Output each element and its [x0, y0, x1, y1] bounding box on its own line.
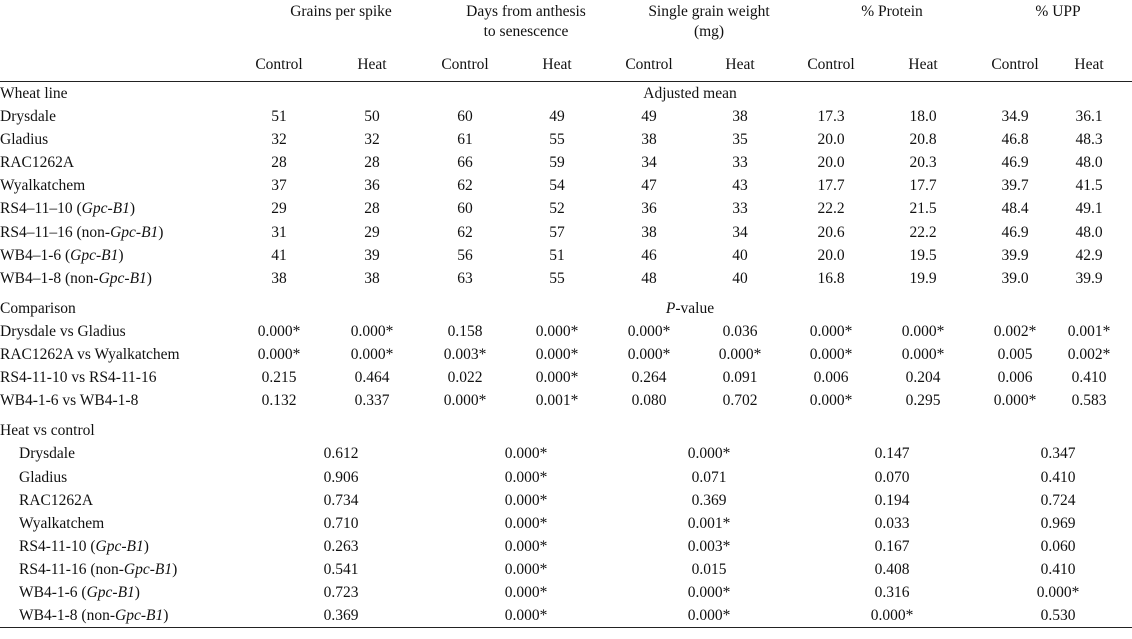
table-cell: 0.369	[691, 491, 727, 509]
table-cell: 0.000*	[350, 346, 394, 364]
table-cell: 39.9	[1075, 269, 1103, 287]
table-row	[0, 604, 1132, 628]
table-cell: 0.000*	[535, 369, 579, 387]
table-cell: 28	[364, 154, 380, 172]
row-label	[0, 604, 248, 628]
table-cell: 0.001*	[1067, 322, 1111, 340]
row-label-text: WB4–1-8 (non-	[0, 269, 99, 287]
table-cell: 0.003*	[687, 537, 731, 555]
row-label-text: Drysdale	[19, 445, 75, 463]
column-sub-header: Control	[800, 48, 862, 82]
gene-name: Gpc-B1	[70, 246, 119, 264]
table-cell: 0.734	[323, 491, 359, 509]
table-row	[0, 389, 1132, 412]
table-cell: 0.000*	[687, 445, 731, 463]
gene-name: Gpc-B1	[123, 560, 173, 578]
table-cell: 51	[271, 108, 287, 126]
row-label	[0, 128, 248, 151]
column-group-header-line: (mg)	[693, 23, 725, 40]
p-symbol: P	[665, 299, 676, 317]
table-cell: 0.410	[1040, 560, 1076, 578]
row-label-end: )	[134, 583, 140, 601]
table-cell: 62	[457, 223, 473, 241]
column-group-header	[434, 2, 618, 48]
table-cell: 0.002*	[993, 322, 1037, 340]
table-cell: 0.000*	[627, 322, 671, 340]
table-row	[0, 128, 1132, 151]
table-cell: 0.001*	[535, 392, 579, 410]
table-cell: 50	[364, 108, 380, 126]
column-sub-header: Heat	[862, 48, 984, 82]
table-cell: 29	[271, 200, 287, 218]
column-group-header-line: Single grain weight	[648, 3, 770, 20]
table-cell: 36.1	[1075, 108, 1103, 126]
table-cell: 0.000*	[504, 514, 548, 532]
row-label-end: )	[129, 200, 136, 218]
table-cell: 40	[732, 269, 748, 287]
table-cell: 18.0	[909, 108, 937, 126]
table-cell: 42.9	[1075, 246, 1103, 264]
table-cell: 0.000*	[800, 604, 984, 628]
row-label-text: RAC1262A	[0, 154, 75, 172]
table-cell: 49.1	[1075, 200, 1103, 218]
table-cell: 0.000*	[1036, 583, 1080, 601]
table-cell: 19.9	[909, 269, 937, 287]
row-label-text: WB4-1-8 (non-	[19, 607, 115, 625]
row-label-text: Gladius	[19, 468, 68, 486]
column-group-header	[984, 2, 1132, 48]
table-cell: 33	[732, 154, 748, 172]
section-center-label	[248, 297, 1132, 320]
table-cell: 16.8	[817, 269, 845, 287]
table-cell: 0.000*	[535, 322, 579, 340]
table-row	[0, 581, 1132, 604]
table-row	[0, 174, 1132, 197]
table-cell: 39.9	[1001, 246, 1029, 264]
table-cell: 34.9	[1001, 108, 1029, 126]
table-row	[0, 221, 1132, 244]
row-label	[0, 489, 248, 512]
table-cell: 0.000*	[350, 322, 394, 340]
row-label	[0, 581, 248, 604]
table-cell: 0.003*	[443, 346, 487, 364]
table-cell: 0.000*	[618, 604, 800, 628]
table-cell: 21.5	[909, 200, 937, 218]
table-cell: 0.000*	[257, 322, 301, 340]
table-cell: 0.080	[631, 392, 667, 410]
table-cell: 0.000*	[535, 346, 579, 364]
table-cell: 20.0	[817, 246, 845, 264]
table-cell: 20.6	[817, 223, 845, 241]
table-cell: 49	[641, 108, 657, 126]
table-cell: 29	[364, 223, 380, 241]
section-label: Wheat line	[0, 85, 68, 102]
row-label-text: Wyalkatchem	[19, 514, 105, 532]
table-row	[0, 320, 1132, 343]
table-row	[0, 267, 1132, 290]
table-row	[0, 466, 1132, 489]
row-label	[0, 512, 248, 535]
table-cell: 47	[641, 177, 657, 195]
column-group-header	[248, 2, 434, 48]
table-cell: 57	[549, 223, 565, 241]
table-cell: 0.132	[261, 392, 297, 410]
table-cell: 55	[549, 269, 565, 287]
table-row	[0, 105, 1132, 128]
column-sub-header: Control	[984, 48, 1046, 82]
row-label	[0, 535, 248, 558]
gene-name: Gpc-B1	[86, 583, 135, 601]
table-cell: 20.0	[817, 131, 845, 149]
table-cell: 0.369	[248, 604, 434, 628]
column-group-header-line: Days from anthesis	[466, 3, 586, 20]
table-cell: 34	[641, 154, 657, 172]
column-sub-header: Control	[618, 48, 680, 82]
table-cell: 39.7	[1001, 177, 1029, 195]
table-cell: 38	[641, 131, 657, 149]
table-cell: 0.000*	[504, 445, 548, 463]
row-label-text: Gladius	[0, 131, 49, 149]
table-cell: 36	[364, 177, 380, 195]
gene-name: Gpc-B1	[95, 537, 144, 555]
table-cell: 0.194	[874, 491, 910, 509]
table-cell: 0.969	[1040, 514, 1076, 532]
row-label: Drysdale vs Gladius	[0, 322, 126, 340]
table-cell: 48.0	[1075, 154, 1103, 172]
table-cell: 48.3	[1075, 131, 1103, 149]
table-cell: 38	[364, 269, 380, 287]
table-cell: 0.000*	[443, 392, 487, 410]
row-label	[0, 105, 248, 128]
row-label	[0, 466, 248, 489]
table-cell: 31	[271, 223, 287, 241]
table-cell: 56	[457, 246, 473, 264]
table-cell: 63	[457, 269, 473, 287]
column-group-header	[800, 2, 984, 48]
table-cell: 46.9	[1001, 154, 1029, 172]
column-sub-header: Heat	[680, 48, 800, 82]
spacer-row	[0, 412, 1132, 419]
table-cell: 19.5	[909, 246, 937, 264]
table-cell: 51	[549, 246, 565, 264]
row-label	[0, 558, 248, 581]
table-cell: 0.410	[1071, 369, 1107, 387]
table-cell: 60	[457, 200, 473, 218]
table-cell: 34	[732, 223, 748, 241]
table-cell: 62	[457, 177, 473, 195]
table-cell: 32	[364, 131, 380, 149]
row-label-text: RS4-11-10 (	[19, 537, 96, 555]
table-cell: 0.316	[874, 583, 910, 601]
table-cell: 0.158	[447, 322, 483, 340]
row-label-text: WB4-1-6 (	[19, 583, 87, 601]
table-cell: 0.530	[984, 604, 1132, 628]
row-label-text: RS4–11–10 (	[0, 200, 82, 218]
table-cell: 33	[732, 200, 748, 218]
p-value-text: -value	[675, 299, 715, 317]
table-cell: 0.000*	[504, 560, 548, 578]
row-label	[0, 267, 248, 290]
table-row	[0, 343, 1132, 366]
table-cell: 0.702	[722, 392, 758, 410]
table-cell: 0.408	[874, 560, 910, 578]
table-cell: 28	[271, 154, 287, 172]
table-cell: 0.006	[813, 369, 849, 387]
table-cell: 0.583	[1071, 392, 1107, 410]
table-cell: 41.5	[1075, 177, 1103, 195]
row-label-text: RAC1262A	[19, 491, 94, 509]
section-label-row	[0, 297, 1132, 320]
section-label: Heat vs control	[0, 422, 95, 440]
table-row	[0, 558, 1132, 581]
table-cell: 0.071	[691, 468, 727, 486]
table-cell: 0.464	[354, 369, 390, 387]
table-cell: 46.8	[1001, 131, 1029, 149]
table-cell: 0.091	[722, 369, 758, 387]
table-cell: 0.000*	[687, 583, 731, 601]
row-label-text: Drysdale	[0, 108, 56, 126]
table-cell: 0.070	[874, 468, 910, 486]
table-cell: 0.347	[1040, 445, 1076, 463]
table-cell: 0.000*	[901, 322, 945, 340]
table-cell: 0.000*	[504, 491, 548, 509]
column-sub-header: Control	[248, 48, 310, 82]
table-cell: 0.906	[323, 468, 359, 486]
table-cell: 0.000*	[718, 346, 762, 364]
table-cell: 49	[549, 108, 565, 126]
table-cell: 66	[457, 154, 473, 172]
table-cell: 0.000*	[504, 583, 548, 601]
table-cell: 32	[271, 131, 287, 149]
header-corner	[0, 2, 248, 48]
gene-name: Gpc-B1	[81, 200, 130, 218]
table-cell: 55	[549, 131, 565, 149]
header-groups-row	[0, 2, 1132, 48]
table-cell: 40	[732, 246, 748, 264]
table-cell: 0.022	[447, 369, 483, 387]
table-cell: 0.167	[874, 537, 910, 555]
table-cell: 0.612	[323, 445, 359, 463]
row-label-end: )	[146, 269, 152, 287]
section-label: Comparison	[0, 299, 76, 317]
spacer-row	[0, 290, 1132, 297]
column-group-header-line: % UPP	[1035, 3, 1081, 20]
table-cell: 0.541	[323, 560, 359, 578]
results-table	[0, 2, 1132, 628]
table-row	[0, 535, 1132, 558]
table-cell: 0.723	[323, 583, 359, 601]
gene-name: Gpc-B1	[115, 607, 164, 625]
row-label: RS4-11-10 vs RS4-11-16	[0, 369, 157, 387]
column-sub-header: Control	[434, 48, 496, 82]
row-label	[0, 151, 248, 174]
table-cell: 36	[641, 200, 657, 218]
table-cell: 38	[641, 223, 657, 241]
table-cell: 17.7	[909, 177, 937, 195]
table-cell: 28	[364, 200, 380, 218]
table-cell: 39	[364, 246, 380, 264]
gene-name: Gpc-B1	[110, 223, 159, 241]
table-row	[0, 442, 1132, 465]
table-cell: 17.3	[817, 108, 845, 126]
table-cell: 0.337	[354, 392, 390, 410]
table-cell: 61	[457, 131, 473, 149]
table-cell: 43	[732, 177, 748, 195]
table-cell: 0.000*	[809, 346, 853, 364]
table-cell: 0.015	[691, 560, 727, 578]
table-cell: 37	[271, 177, 287, 195]
row-label	[0, 174, 248, 197]
row-label-end: )	[118, 246, 124, 264]
table-cell: 0.000*	[257, 346, 301, 364]
table-cell: 59	[549, 154, 565, 172]
table-cell: 38	[271, 269, 287, 287]
table-cell: 0.295	[905, 392, 941, 410]
table-row	[0, 512, 1132, 535]
table-cell: 52	[549, 200, 565, 218]
table-cell: 20.8	[909, 131, 937, 149]
section-center-label: Adjusted mean	[643, 85, 737, 102]
header-corner	[0, 48, 248, 82]
table-cell: 0.006	[997, 369, 1033, 387]
table-row	[0, 244, 1132, 267]
column-group-header	[618, 2, 800, 48]
header-sub-row	[0, 48, 1132, 82]
row-label	[0, 442, 248, 465]
column-sub-header: Heat	[496, 48, 618, 82]
table-cell: 35	[732, 131, 748, 149]
column-group-header-line: to senescence	[483, 23, 569, 40]
table-cell: 0.001*	[687, 514, 731, 532]
table-cell: 0.710	[323, 514, 359, 532]
table-cell: 0.000*	[504, 537, 548, 555]
table-cell: 0.264	[631, 369, 667, 387]
row-label-text: RS4-11-16 (non-	[19, 560, 124, 578]
table-cell: 38	[732, 108, 748, 126]
table-cell: 0.000*	[434, 604, 618, 628]
table-cell: 0.147	[874, 445, 910, 463]
section-label-row	[0, 82, 1132, 106]
section-label-row	[0, 419, 1132, 442]
row-label-text: WB4–1-6 (	[0, 246, 71, 264]
table-cell: 0.204	[905, 369, 941, 387]
row-label-text: Wyalkatchem	[0, 177, 86, 195]
table-cell: 0.005	[997, 346, 1033, 364]
column-group-header-line: Grains per spike	[290, 3, 392, 20]
column-sub-header: Heat	[310, 48, 434, 82]
table-cell: 22.2	[817, 200, 845, 218]
table-row	[0, 197, 1132, 220]
table-cell: 54	[549, 177, 565, 195]
table-cell: 0.263	[323, 537, 359, 555]
table-cell: 0.033	[874, 514, 910, 532]
table-cell: 0.000*	[504, 468, 548, 486]
table-cell: 0.410	[1040, 468, 1076, 486]
table-cell: 0.002*	[1067, 346, 1111, 364]
row-label-end: )	[158, 223, 164, 241]
column-sub-header: Heat	[1046, 48, 1132, 82]
spacer-cell	[0, 412, 1132, 419]
row-label: WB4-1-6 vs WB4-1-8	[0, 392, 139, 410]
table-cell: 0.000*	[809, 322, 853, 340]
table-cell: 0.036	[722, 322, 758, 340]
spacer-cell	[0, 290, 1132, 297]
table-cell: 60	[457, 108, 473, 126]
table-cell: 20.3	[909, 154, 937, 172]
table-cell: 0.060	[1040, 537, 1076, 555]
table-row	[0, 366, 1132, 389]
row-label	[0, 221, 248, 244]
table-cell: 20.0	[817, 154, 845, 172]
table-row	[0, 489, 1132, 512]
table-cell: 17.7	[817, 177, 845, 195]
row-label: RAC1262A vs Wyalkatchem	[0, 346, 180, 364]
table-cell: 0.000*	[993, 392, 1037, 410]
table-cell: 48.0	[1075, 223, 1103, 241]
row-label-end: )	[163, 607, 169, 625]
table-cell: 48	[641, 269, 657, 287]
column-group-header-line: % Protein	[861, 3, 923, 20]
table-cell: 41	[271, 246, 287, 264]
row-label	[0, 197, 248, 220]
table-cell: 39.0	[1001, 269, 1029, 287]
row-label	[0, 244, 248, 267]
table-cell: 46	[641, 246, 657, 264]
table-cell: 0.000*	[901, 346, 945, 364]
row-label-text: RS4–11–16 (non-	[0, 223, 111, 241]
gene-name: Gpc-B1	[98, 269, 147, 287]
table-cell: 46.9	[1001, 223, 1029, 241]
table-cell: 22.2	[909, 223, 937, 241]
table-cell: 48.4	[1001, 200, 1029, 218]
table-row	[0, 151, 1132, 174]
table-cell: 0.000*	[627, 346, 671, 364]
table-cell: 0.724	[1040, 491, 1076, 509]
row-label-end: )	[172, 560, 178, 578]
table-cell: 0.215	[261, 369, 297, 387]
table-cell: 0.000*	[809, 392, 853, 410]
row-label-end: )	[143, 537, 149, 555]
